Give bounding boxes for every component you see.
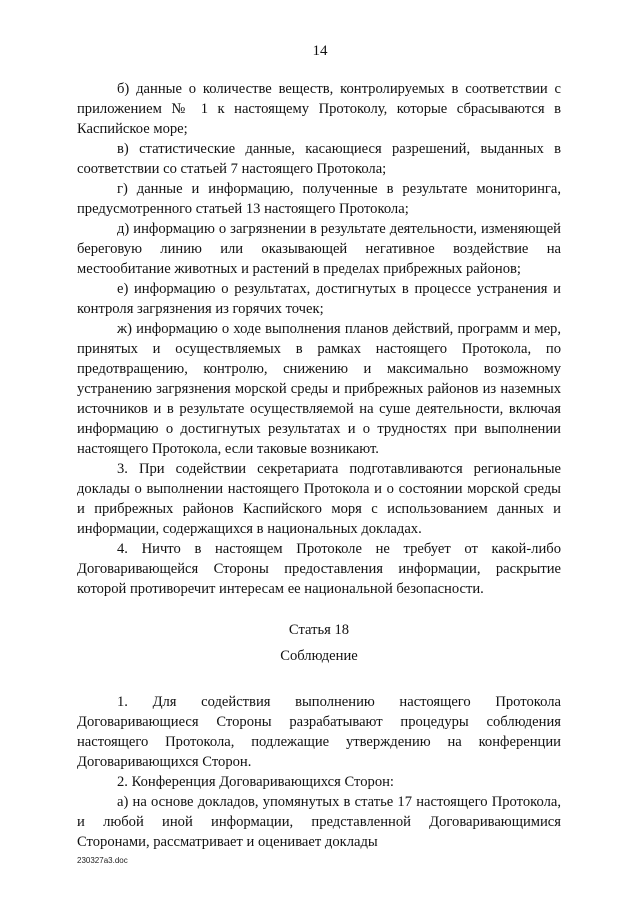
article-subtitle: Соблюдение xyxy=(280,648,358,664)
paragraph-4: 4. Ничто в настоящем Протоколе не требует от какой-либо Договаривающейся Стороны предоставления информации, раскрытие которой противоречит интересам ее национальной безопасности. xyxy=(77,541,561,597)
article18-paragraph-2: 2. Конференция Договаривающихся Сторон: xyxy=(117,774,394,790)
paragraph-d: д) информацию о загрязнении в результате деятельности, изменяющей береговую линию или оказывающей негативное воздействие на местообитание животных и растений в пределах прибрежных районов; xyxy=(77,221,561,277)
paragraph-e: е) информацию о результатах, достигнутых в процессе устранения и контроля загрязнения из горячих точек; xyxy=(77,281,561,317)
paragraph-b: б) данные о количестве веществ, контролируемых в соответствии с приложением № 1 к настоящему Протоколу, которые сбрасываются в Каспийское море; xyxy=(77,81,561,137)
article18-paragraph-2a: а) на основе докладов, упомянутых в статье 17 настоящего Протокола, и любой иной информации, представленной Договаривающимися Сторонами, рассматривает и оценивает доклады xyxy=(77,794,561,850)
article-title: Статья 18 xyxy=(288,622,350,638)
paragraph-zh: ж) информацию о ходе выполнения планов действий, программ и мер, принятых и осуществляемых в рамках настоящего Протокола, по предотвращению, контролю, снижению и максимально возможному устранению загрязнения морской среды и прибрежных районов из наземных источников и в результате осуществляемой на суше деятельности, включая информацию о достигнутых результатах и о трудностях при выполнении настоящего Протокола, если таковые возникают. xyxy=(77,321,561,457)
paragraph-g: г) данные и информацию, полученные в результате мониторинга, предусмотренного статьей 13 настоящего Протокола; xyxy=(77,181,561,217)
document-body xyxy=(77,79,561,852)
article18-paragraph-1: 1. Для содействия выполнению настоящего Протокола Договаривающиеся Стороны разрабатывают процедуры соблюдения настоящего Протокола, подлежащие утверждению на конференции Договаривающихся Сторон. xyxy=(77,694,561,770)
page-number: 14 xyxy=(312,43,328,59)
paragraph-v: в) статистические данные, касающиеся разрешений, выданных в соответствии со статьей 7 настоящего Протокола; xyxy=(77,141,561,177)
footer-file-name: 230327a3.doc xyxy=(77,856,128,865)
paragraph-3: 3. При содействии секретариата подготавливаются региональные доклады о выполнении настоящего Протокола и о состоянии морской среды и прибрежных районов Каспийского моря с использованием данных и информации, содержащихся в национальных докладах. xyxy=(77,461,561,537)
